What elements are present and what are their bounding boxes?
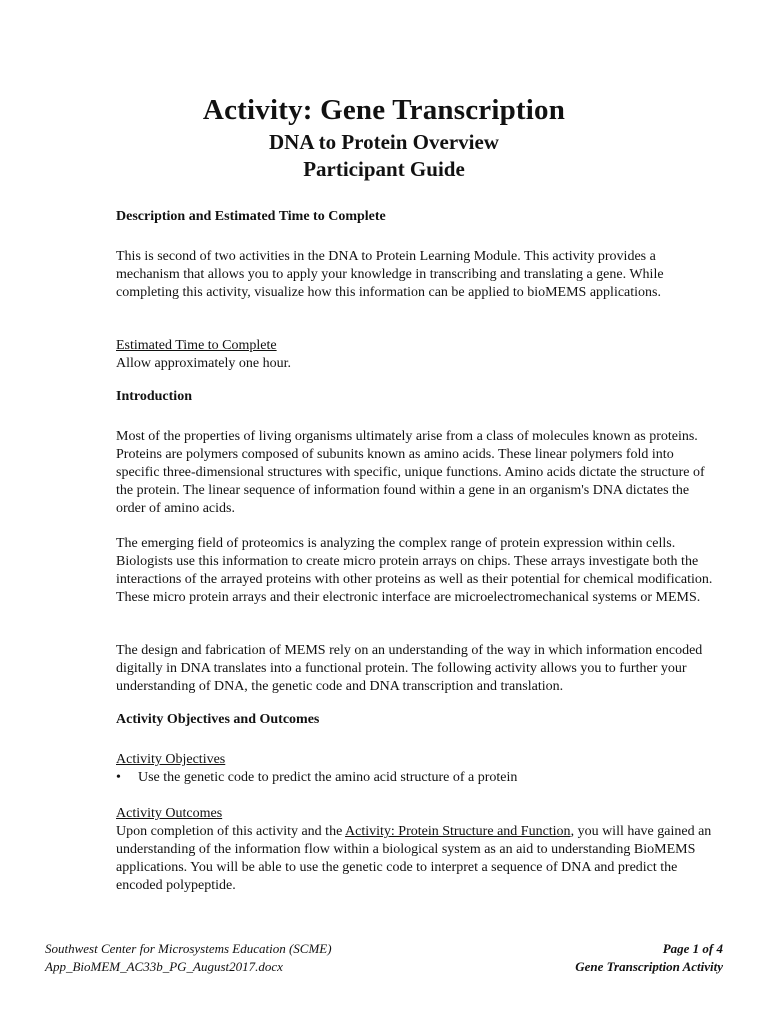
outcomes-text-end: , you will have gained an understanding of the information flow within a biological system as an aid to understanding BioMEMS applications. You will be able to use the genetic code to interpret a sequence of DNA and predict the encoded polypeptide. [116, 824, 712, 893]
page-title: Activity: Gene Transcription [202, 94, 566, 126]
estimated-time-block [116, 337, 716, 373]
introduction-paragraph-3: The design and fabrication of MEMS rely on an understanding of the way in which information encoded digitally in DNA translates into a functional protein. The following activity allows you to further your understanding of DNA, the genetic code and DNA transcription and translation. [116, 643, 703, 694]
footer-left [45, 940, 332, 976]
activity-outcomes-paragraph [116, 823, 716, 895]
activity-outcomes-label: Activity Outcomes [116, 806, 223, 821]
footer-organization: Southwest Center for Microsystems Education (SCME) [45, 941, 332, 956]
description-paragraph: This is second of two activities in the DNA to Protein Learning Module. This activity provides a mechanism that allows you to apply your knowledge in transcribing and translating a gene. While completing this activity, visualize how this information can be applied to bioMEMS applications. [116, 249, 664, 300]
objectives-heading: Activity Objectives and Outcomes [116, 712, 320, 727]
protein-structure-activity-link[interactable]: Activity: Protein Structure and Function [345, 824, 571, 839]
estimated-time-label: Estimated Time to Complete [116, 338, 277, 353]
objective-list-item [116, 769, 517, 787]
footer-filename: App_BioMEM_AC33b_PG_August2017.docx [45, 959, 283, 974]
introduction-paragraph-1: Most of the properties of living organisms ultimately arise from a class of molecules known as proteins. Proteins are polymers composed of subunits known as amino acids. These linear polymers fold into specific three-dimensional structures with specific, unique functions. Amino acids dictate the structure of the protein. The linear sequence of information found within a gene in an organism's DNA dictates the order of amino acids. [116, 429, 705, 516]
page-subtitle-2: Participant Guide [303, 157, 465, 181]
bullet-icon: • [116, 770, 121, 785]
footer-right [575, 940, 723, 976]
introduction-paragraph-2: The emerging field of proteomics is analyzing the complex range of protein expression within cells. Biologists use this information to create micro protein arrays on chips. These arrays investigate both the interactions of the arrayed proteins with other proteins as well as their potential for chemical modification. These micro protein arrays and their electronic interface are microelectromechanical systems or MEMS. [116, 536, 713, 605]
footer-page-number: Page 1 of 4 [662, 941, 723, 956]
activity-objectives-label: Activity Objectives [116, 752, 226, 767]
description-heading: Description and Estimated Time to Complete [116, 209, 386, 224]
footer-activity-name: Gene Transcription Activity [575, 959, 723, 974]
estimated-time-value: Allow approximately one hour. [116, 356, 291, 371]
page-subtitle: DNA to Protein Overview [269, 130, 499, 154]
introduction-heading: Introduction [116, 389, 192, 404]
outcomes-text-start: Upon completion of this activity and the [116, 824, 346, 839]
objective-text: Use the genetic code to predict the amino acid structure of a protein [138, 770, 518, 785]
